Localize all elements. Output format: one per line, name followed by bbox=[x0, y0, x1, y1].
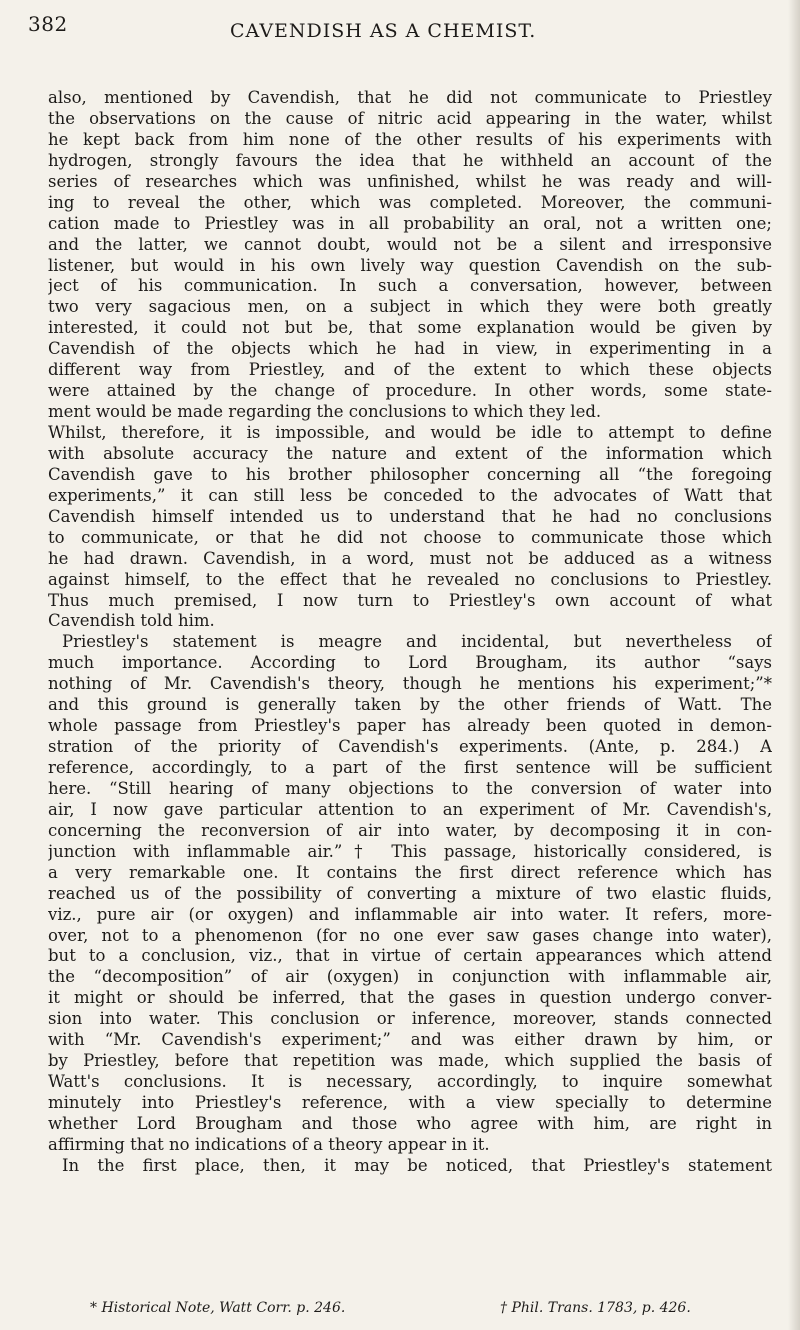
text-line: minutely into Priestley's reference, with a view specially to determine bbox=[48, 1093, 772, 1112]
text-line: and the latter, we cannot doubt, would not be a silent and irresponsive bbox=[48, 234, 772, 254]
text-line: with “Mr. Cavendish's experiment;” and was either drawn by him, or bbox=[48, 1030, 772, 1050]
text-line: nothing of Mr. Cavendish's theory, though he mentions his experiment;”* bbox=[48, 674, 772, 694]
text-line: the observations on the cause of nitric acid appearing in the water, whilst bbox=[48, 108, 772, 128]
footnote: † Phil. Trans. 1783, p. 426. bbox=[500, 1300, 691, 1316]
text-line: to communicate, or that he did not choose to communicate those which bbox=[48, 527, 772, 547]
text-line: concerning the reconversion of air into water, by decomposing it in con- bbox=[48, 820, 772, 840]
text-line: air, I now gave particular attention to an experiment of Mr. Cavendish's, bbox=[48, 799, 772, 819]
text-line: In the first place, then, it may be noticed, that Priestley's statement bbox=[62, 1155, 772, 1175]
text-line: ing to reveal the other, which was completed. Moreover, the communi- bbox=[48, 192, 772, 212]
text-line: whole passage from Priestley's paper has already been quoted in demon- bbox=[48, 716, 772, 736]
text-line: reached us of the possibility of converting a mixture of two elastic fluids, bbox=[48, 883, 772, 903]
text-line: against himself, to the effect that he revealed no conclusions to Priestley. bbox=[48, 569, 772, 589]
body-text bbox=[48, 88, 772, 1177]
text-line: experiments,” it can still less be conceded to the advocates of Watt that bbox=[48, 485, 772, 505]
text-line: and this ground is generally taken by the other friends of Watt. The bbox=[48, 695, 772, 715]
page-edge-shadow bbox=[788, 0, 800, 1330]
text-line: junction with inflammable air.”† This passage, historically considered, is bbox=[48, 841, 772, 861]
text-line: with absolute accuracy the nature and extent of the information which bbox=[48, 443, 772, 463]
text-line: whether Lord Brougham and those who agree with him, are right in bbox=[48, 1113, 772, 1133]
text-line: sion into water. This conclusion or inference, moreover, stands connected bbox=[48, 1009, 772, 1029]
text-line: a very remarkable one. It contains the first direct reference which has bbox=[48, 862, 772, 882]
text-line: affirming that no indications of a theory appear in it. bbox=[48, 1134, 490, 1154]
text-line: he kept back from him none of the other results of his experiments with bbox=[48, 129, 772, 149]
text-line: here. “Still hearing of many objections to the conversion of water into bbox=[48, 778, 772, 798]
text-line: it might or should be inferred, that the gases in question undergo conver- bbox=[48, 988, 772, 1008]
text-line: over, not to a phenomenon (for no one ever saw gases change into water), bbox=[48, 925, 772, 945]
text-line: but to a conclusion, viz., that in virtue of certain appearances which attend bbox=[48, 946, 772, 966]
text-line: Whilst, therefore, it is impossible, and would be idle to attempt to define bbox=[48, 423, 772, 442]
text-line: he had drawn. Cavendish, in a word, must not be adduced as a witness bbox=[48, 548, 772, 568]
text-line: Cavendish of the objects which he had in view, in experimenting in a bbox=[48, 339, 772, 359]
text-line: stration of the priority of Cavendish's experiments. (Ante, p. 284.) A bbox=[48, 737, 772, 757]
text-line: cation made to Priestley was in all probability an oral, not a written one; bbox=[48, 213, 772, 233]
text-line: by Priestley, before that repetition was made, which supplied the basis of bbox=[48, 1051, 772, 1071]
text-line: Cavendish himself intended us to understand that he had no conclusions bbox=[48, 506, 772, 526]
text-line: series of researches which was unfinished, whilst he was ready and will- bbox=[48, 171, 772, 191]
text-line: Thus much premised, I now turn to Priestley's own account of what bbox=[48, 590, 772, 610]
footnote: * Historical Note, Watt Corr. p. 246. bbox=[90, 1300, 346, 1316]
text-line: also, mentioned by Cavendish, that he did not communicate to Priestley bbox=[48, 88, 772, 107]
text-line: viz., pure air (or oxygen) and inflammable air into water. It refers, more- bbox=[48, 904, 772, 924]
text-line: different way from Priestley, and of the extent to which these objects bbox=[48, 360, 772, 380]
text-line: reference, accordingly, to a part of the first sentence will be sufficient bbox=[48, 758, 772, 777]
text-line: Watt's conclusions. It is necessary, accordingly, to inquire somewhat bbox=[48, 1072, 772, 1092]
text-line: Cavendish told him. bbox=[48, 611, 215, 631]
running-head: CAVENDISH AS A CHEMIST. bbox=[230, 20, 537, 42]
text-line: much importance. According to Lord Brougham, its author “says bbox=[48, 653, 772, 673]
text-line: ment would be made regarding the conclusions to which they led. bbox=[48, 402, 602, 422]
text-line: hydrogen, strongly favours the idea that he withheld an account of the bbox=[48, 150, 772, 170]
text-line: Priestley's statement is meagre and incidental, but nevertheless of bbox=[62, 632, 772, 652]
text-line: Cavendish gave to his brother philosopher concerning all “the foregoing bbox=[48, 464, 772, 484]
text-line: ject of his communication. In such a conversation, however, between bbox=[48, 276, 772, 296]
text-line: two very sagacious men, on a subject in which they were both greatly bbox=[48, 297, 772, 317]
text-line: interested, it could not but be, that some explanation would be given by bbox=[48, 318, 772, 338]
page-number: 382 bbox=[28, 12, 68, 36]
text-line: listener, but would in his own lively way question Cavendish on the sub- bbox=[48, 255, 772, 275]
text-line: were attained by the change of procedure. In other words, some state- bbox=[48, 381, 772, 401]
text-line: the “decomposition” of air (oxygen) in conjunction with inflammable air, bbox=[48, 967, 772, 987]
